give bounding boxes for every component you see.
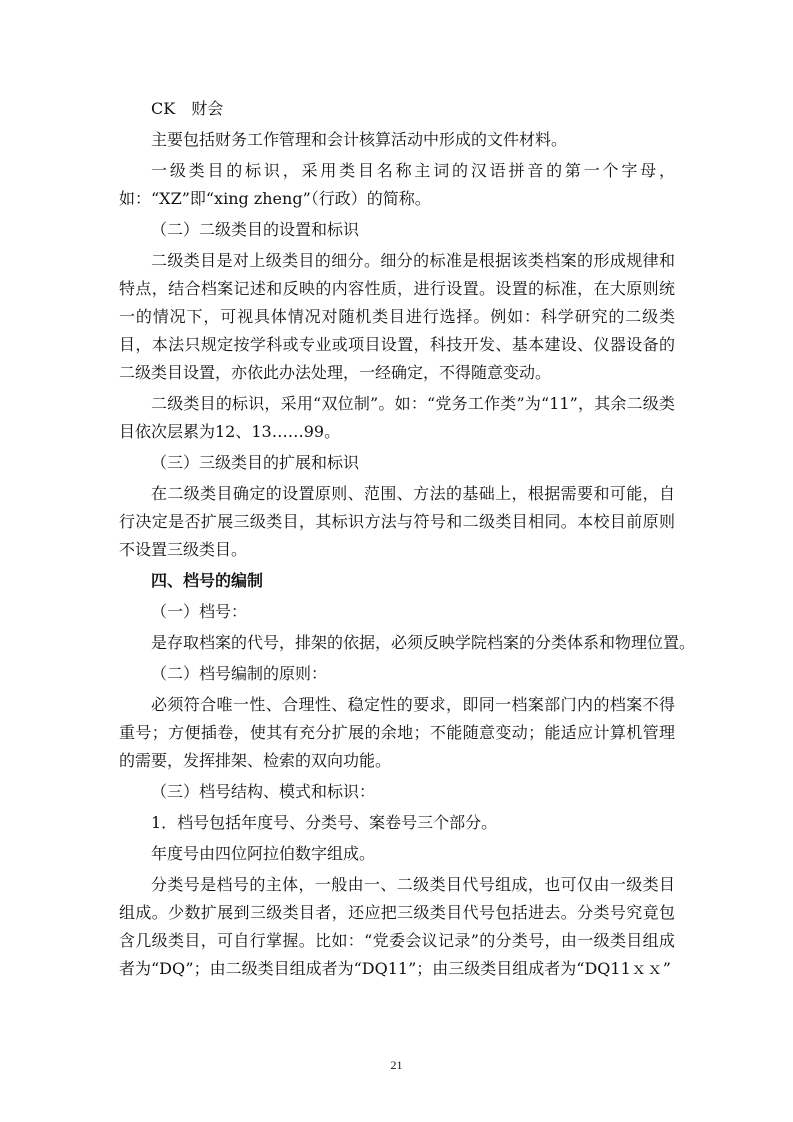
paragraph-numbering-principles: 必须符合唯一性、合理性、稳定性的要求，即同一档案部门内的档案不得重号；方便插卷，使其有充分扩展的余地；不能随意变动；能适应计算机管理的需要，发挥排架、检索的双向功能。: [119, 695, 675, 770]
paragraph-archive-number-definition: 是存取档案的代号，排架的依据，必须反映学院档案的分类体系和物理位置。: [151, 633, 696, 652]
paragraph-classification-number: 分类号是档号的主体，一般由一、二级类目代号组成，也可仅由一级类目组成。少数扩展到三级类目者，还应把三级类目代号包括进去。分类号究竟包含几级类目，可自行掌握。比如：“党委会议记录”的分类号，由一级类目组成者为“DQ”；由二级类目组成者为“DQ11”；由三级类目组成者为“DQ11ｘｘ”: [119, 875, 675, 978]
section-heading-archive-number: 四、档号的编制: [151, 571, 264, 590]
document-body: [119, 95, 696, 986]
subheading-level2-setup: （二）二级类目的设置和标识: [151, 220, 360, 239]
paragraph-level1-identifier: 一级类目的标识，采用类目名称主词的汉语拼音的第一个字母，如：“XZ”即“xing zheng”（行政）的简称。: [119, 161, 675, 208]
paragraph-ck-heading: CK 财会: [151, 99, 224, 118]
subheading-numbering-principles: （二）档号编制的原则：: [151, 664, 328, 683]
page-number: 21: [390, 1058, 403, 1072]
subheading-level3-extension: （三）三级类目的扩展和标识: [151, 453, 360, 472]
subheading-structure-identifier: （三）档号结构、模式和标识：: [151, 782, 376, 801]
paragraph-level3-description: 在二级类目确定的设置原则、范围、方法的基础上，根据需要和可能，自行决定是否扩展三级类目，其标识方法与符号和二级类目相同。本校目前原则不设置三级类目。: [119, 484, 675, 559]
subheading-archive-number: （一）档号：: [151, 602, 248, 621]
paragraph-level2-definition: 二级类目是对上级类目的细分。细分的标准是根据该类档案的形成规律和特点，结合档案记述和反映的内容性质，进行设置。设置的标准，在大原则统一的情况下，可视具体情况对随机类目进行选择。例如：科学研究的二级类目，本法只规定按学科或专业或项目设置，科技开发、基本建设、仪器设备的二级类目设置，亦依此办法处理，一经确定，不得随意变动。: [119, 251, 675, 382]
paragraph-year-number: 年度号由四位阿拉伯数字组成。: [151, 844, 376, 863]
paragraph-archive-number-parts: 1．档号包括年度号、分类号、案卷号三个部分。: [151, 813, 498, 832]
paragraph-level2-identifier: 二级类目的标识，采用“双位制”。如：“党务工作类”为“11”，其余二级类目依次层累为12、13……99。: [119, 394, 675, 441]
paragraph-ck-description: 主要包括财务工作管理和会计核算活动中形成的文件材料。: [151, 130, 568, 149]
